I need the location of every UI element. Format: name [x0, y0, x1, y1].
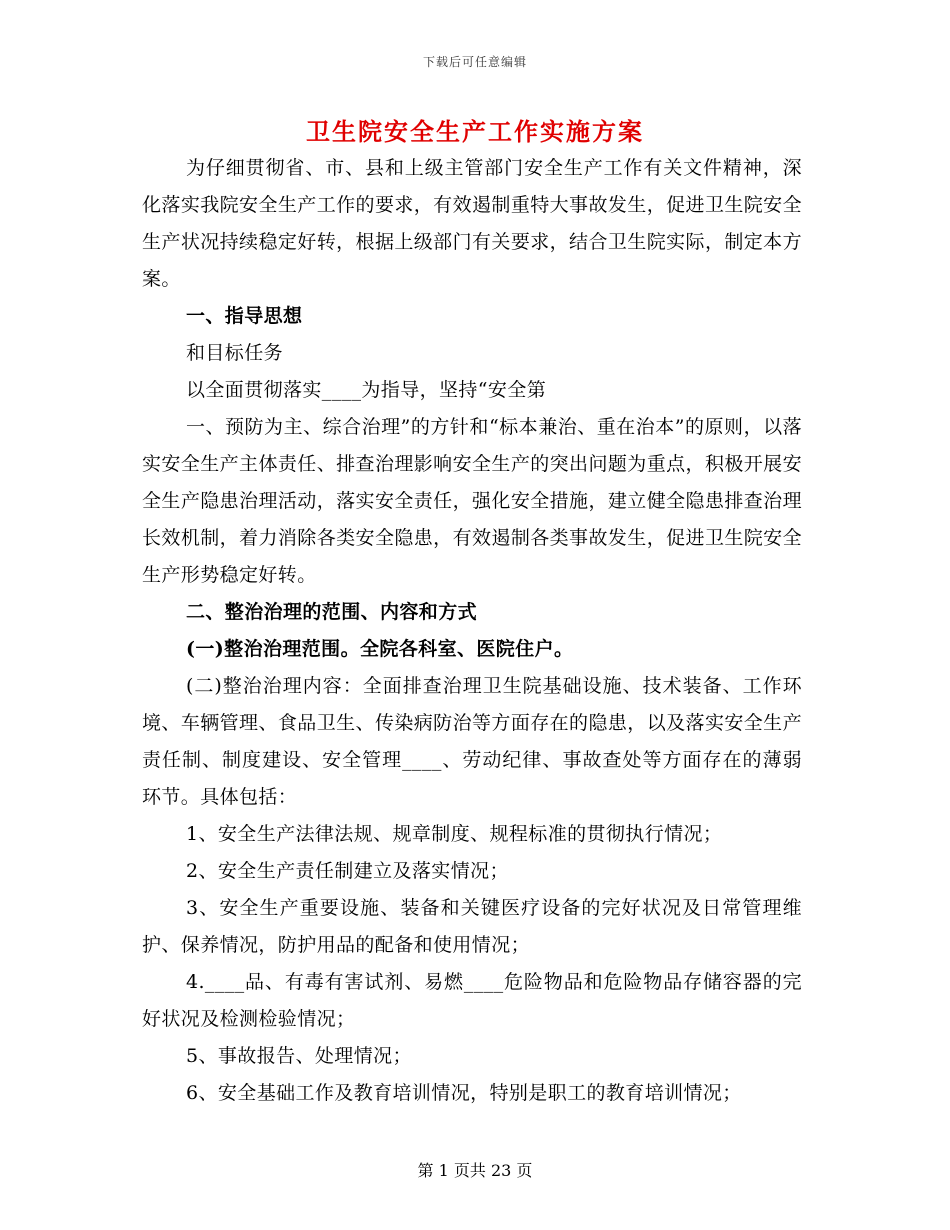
list-item-1: 1、安全生产法律法规、规章制度、规程标准的贯彻执行情况； [186, 823, 723, 845]
list-item-3: 3、安全生产重要设施、装备和关键医疗设备的完好状况及日常管理维护、保养情况，防护用品的配备和使用情况； [142, 897, 802, 956]
paragraph-guidance: 以全面贯彻落实____为指导，坚持“安全第 [186, 379, 547, 401]
list-item-4: 4.____品、有毒有害试剂、易燃____危险物品和危险物品存储容器的完好状况及检测检验情况； [142, 971, 802, 1030]
section-heading-guiding-thought: 一、指导思想 [186, 305, 303, 327]
intro-paragraph: 为仔细贯彻省、市、县和上级主管部门安全生产工作有关文件精神，深化落实我院安全生产工作的要求，有效遏制重特大事故发生，促进卫生院安全生产状况持续稳定好转，根据上级部门有关要求，结合卫生院实际，制定本方案。 [142, 157, 802, 290]
list-item-2: 2、安全生产责任制建立及落实情况； [186, 860, 509, 882]
paragraph-principles: 一、预防为主、综合治理”的方针和“标本兼治、重在治本”的原则，以落实安全生产主体责任、排查治理影响安全生产的突出问题为重点，积极开展安全生产隐患治理活动，落实安全责任，强化安全措施，建立健全隐患排查治理长效机制，着力消除各类安全隐患，有效遏制各类事故发生，促进卫生院安全生产形势稳定好转。 [142, 416, 802, 586]
page-title: 卫生院安全生产工作实施方案 [306, 117, 644, 146]
section-heading-scope: 二、整治治理的范围、内容和方式 [186, 601, 478, 623]
subsection-content: (二)整治治理内容：全面排查治理卫生院基础设施、技术装备、工作环境、车辆管理、食品卫生、传染病防治等方面存在的隐患，以及落实安全生产责任制、制度建设、安全管理____、劳动纪律、事故查处等方面存在的薄弱环节。具体包括： [142, 675, 802, 808]
header-note: 下载后可任意编辑 [422, 55, 527, 69]
list-item-5: 5、事故报告、处理情况； [186, 1045, 412, 1067]
subsection-scope: (一)整治治理范围。全院各科室、医院住户。 [186, 638, 574, 660]
list-item-6: 6、安全基础工作及教育培训情况，特别是职工的教育培训情况； [186, 1082, 742, 1104]
document-body [142, 150, 802, 1112]
page-footer: 第 1 页共 23 页 [417, 1161, 533, 1180]
paragraph-goals: 和目标任务 [186, 342, 284, 364]
